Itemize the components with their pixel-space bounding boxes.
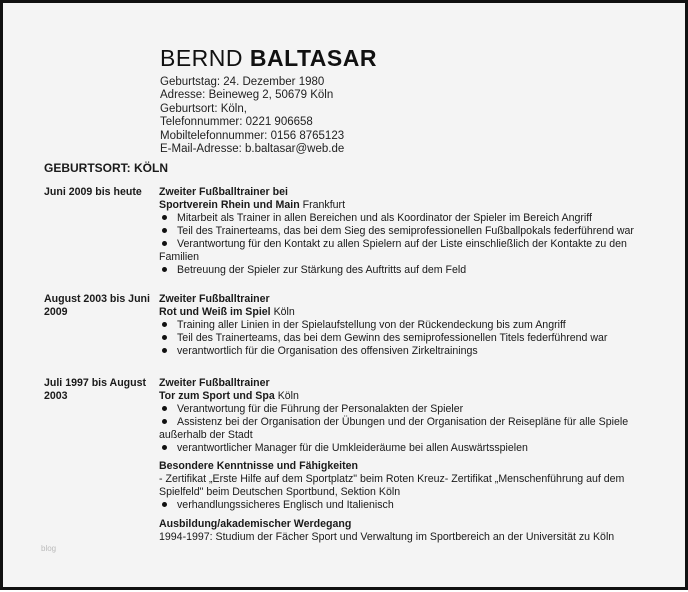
job-city: Köln bbox=[273, 306, 295, 318]
job-employer: Tor zum Sport und Spa bbox=[159, 390, 275, 402]
list-item: Mitarbeit als Trainer in allen Bereichen und als Koordinator der Spieler im Bereich Angriff bbox=[159, 212, 644, 225]
section-heading: GEBURTSORT: KÖLN bbox=[44, 161, 168, 175]
job-date: Juni 2009 bis heute bbox=[44, 186, 142, 198]
bullet-icon bbox=[162, 445, 167, 450]
birthday: Geburtstag: 24. Dezember 1980 bbox=[160, 76, 325, 88]
first-name: BERND bbox=[160, 45, 244, 71]
job-entry bbox=[44, 293, 644, 358]
contact-info bbox=[160, 76, 344, 156]
bullet-icon bbox=[162, 406, 167, 411]
job-city: Köln bbox=[277, 390, 299, 402]
bullet-icon bbox=[162, 241, 167, 246]
bullet-icon bbox=[162, 335, 167, 340]
last-name: BALTASAR bbox=[249, 45, 377, 71]
skills-section bbox=[44, 460, 644, 512]
bullet-icon bbox=[162, 348, 167, 353]
job-employer: Rot und Weiß im Spiel bbox=[159, 306, 271, 318]
job-entry bbox=[44, 186, 644, 277]
job-title: Zweiter Fußballtrainer bbox=[159, 377, 270, 389]
birthplace: Geburtsort: Köln, bbox=[160, 102, 247, 115]
job-employer: Sportverein Rhein und Main bbox=[159, 199, 300, 211]
list-item: Verantwortung für den Kontakt zu allen Spielern auf der Liste einschließlich der Kontakte zu den Familien bbox=[159, 238, 627, 263]
address: Adresse: Beineweg 2, 50679 Köln bbox=[160, 89, 334, 102]
skills-title: Besondere Kenntnisse und Fähigkeiten bbox=[159, 460, 358, 472]
education-section bbox=[44, 518, 644, 544]
job-title: Zweiter Fußballtrainer bbox=[159, 293, 270, 305]
job-date: Juli 1997 bis August 2003 bbox=[44, 377, 147, 402]
bullet-icon bbox=[162, 322, 167, 327]
list-item: Betreuung der Spieler zur Stärkung des Auftritts auf dem Feld bbox=[159, 264, 644, 277]
bullet-icon bbox=[162, 419, 167, 424]
candidate-name bbox=[160, 45, 377, 72]
list-item: Training aller Linien in der Spielaufstellung von der Rückendeckung bis zum Angriff bbox=[159, 319, 644, 332]
education-text: 1994-1997: Studium der Fächer Sport und Verwaltung im Sportbereich an der Universität zu Köln bbox=[159, 531, 615, 543]
bullet-icon bbox=[162, 228, 167, 233]
education-title: Ausbildung/akademischer Werdegang bbox=[159, 518, 352, 530]
list-item: Teil des Trainerteams, das bei dem Sieg des semiprofessionellen Fußballpokals federführend war bbox=[159, 225, 644, 238]
mobile: Mobiltelefonnummer: 0156 8765123 bbox=[160, 129, 345, 142]
skills-text: - Zertifikat „Erste Hilfe auf dem Sportplatz" beim Roten Kreuz- Zertifikat „Menschenführung auf dem Spielfeld" beim Deutschen Sportbund, Sektion Köln bbox=[159, 473, 625, 498]
bullet-icon bbox=[162, 502, 167, 507]
list-item: Teil des Trainerteams, das bei dem Gewinn des semiprofessionellen Titels federführend war bbox=[159, 332, 644, 345]
watermark: blog bbox=[41, 544, 57, 553]
list-item: verantwortlicher Manager für die Umkleideräume bei allen Auswärtsspielen bbox=[159, 442, 644, 455]
job-date: August 2003 bis Juni 2009 bbox=[44, 293, 150, 318]
phone: Telefonnummer: 0221 906658 bbox=[160, 116, 313, 129]
list-item: Verantwortung für die Führung der Personalakten der Spieler bbox=[159, 403, 644, 416]
bullet-icon bbox=[162, 267, 167, 272]
job-entry bbox=[44, 377, 644, 455]
email: E-Mail-Adresse: b.baltasar@web.de bbox=[160, 143, 345, 156]
bullet-icon bbox=[162, 215, 167, 220]
list-item: verhandlungssicheres Englisch und Italienisch bbox=[159, 499, 644, 512]
job-title: Zweiter Fußballtrainer bei bbox=[159, 186, 288, 198]
job-city: Frankfurt bbox=[302, 199, 346, 211]
list-item: verantwortlich für die Organisation des offensiven Zirkeltrainings bbox=[159, 345, 644, 358]
list-item: Assistenz bei der Organisation der Übungen und der Organisation der Reisepläne für alle Spiele außerhalb der Stadt bbox=[159, 416, 629, 441]
